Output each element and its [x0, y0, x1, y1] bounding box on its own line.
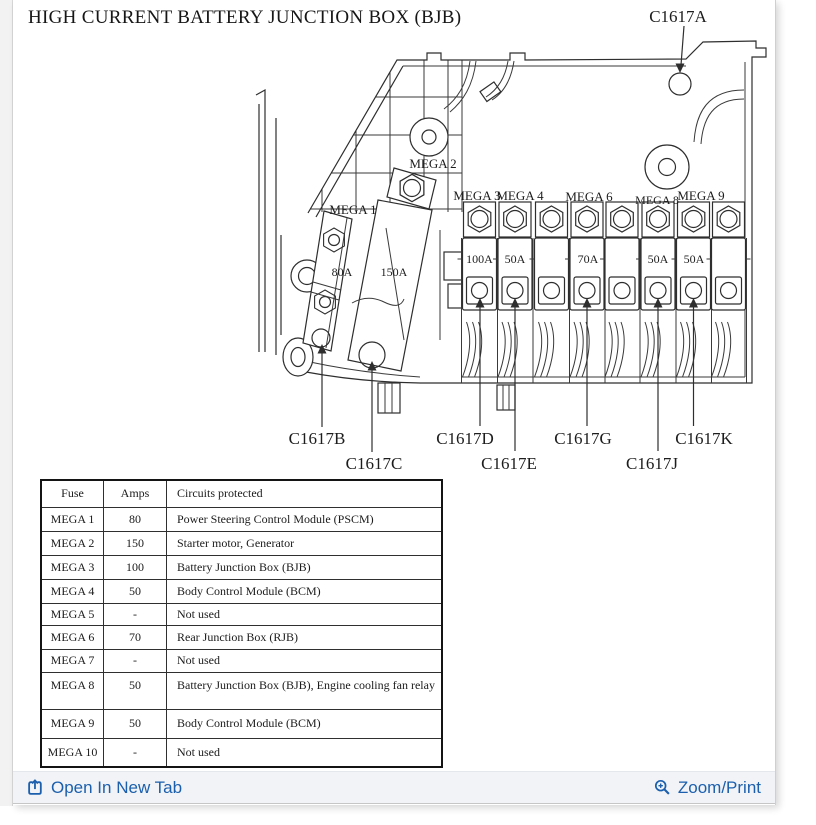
- cell-fuse: MEGA 2: [41, 531, 104, 555]
- label-mega-8: MEGA 8: [635, 193, 679, 207]
- cell-amps: 80: [104, 507, 167, 531]
- label-mega-9: MEGA 9: [677, 188, 725, 203]
- rating-mega-3: 100A: [466, 252, 493, 266]
- cell-fuse: MEGA 10: [41, 738, 104, 767]
- zoom-print-label: Zoom/Print: [677, 777, 761, 797]
- table-row: [41, 603, 442, 625]
- callout-C1617D: C1617D: [436, 429, 494, 448]
- table-row: [41, 709, 442, 738]
- cell-fuse: MEGA 3: [41, 555, 104, 579]
- cell-circuits: Battery Junction Box (BJB): [167, 555, 443, 579]
- cell-circuits: Power Steering Control Module (PSCM): [167, 507, 443, 531]
- label-mega-4: MEGA 4: [496, 188, 544, 203]
- header-amps: Amps: [104, 480, 167, 507]
- label-mega-2: MEGA 2: [409, 156, 457, 171]
- cell-fuse: MEGA 6: [41, 625, 104, 649]
- callout-C1617B: C1617B: [288, 429, 346, 448]
- bottom-left-inner: [310, 362, 420, 377]
- cell-circuits: Not used: [167, 738, 443, 767]
- cell-amps: 50: [104, 709, 167, 738]
- rating-mega-1: 80A: [331, 265, 353, 279]
- table-row: [41, 507, 442, 531]
- callout-C1617J: C1617J: [626, 454, 678, 473]
- cell-amps: -: [104, 738, 167, 767]
- callout-C1617K: C1617K: [675, 429, 733, 448]
- fuse-table: [40, 479, 443, 768]
- rating-mega-2: 150A: [380, 265, 408, 279]
- table-row: [41, 579, 442, 603]
- cell-circuits: Not used: [167, 603, 443, 625]
- open-in-new-tab-label: Open In New Tab: [51, 777, 183, 797]
- fuse-table-body: [41, 507, 442, 767]
- header-circuits: Circuits protected: [167, 480, 443, 507]
- cell-circuits: Body Control Module (BCM): [167, 579, 443, 603]
- callout-C1617A: C1617A: [649, 7, 707, 26]
- cell-amps: 100: [104, 555, 167, 579]
- cell-amps: -: [104, 603, 167, 625]
- rating-mega-4: 50A: [504, 252, 526, 266]
- table-row: [41, 649, 442, 672]
- open-in-new-tab-icon: [27, 779, 44, 796]
- open-in-new-tab-link[interactable]: [27, 778, 182, 798]
- cell-circuits: Not used: [167, 649, 443, 672]
- cable-routes: [444, 61, 744, 144]
- cell-fuse: MEGA 4: [41, 579, 104, 603]
- center-bracket: [440, 230, 464, 340]
- callout-C1617E: C1617E: [481, 454, 537, 473]
- cell-circuits: Battery Junction Box (BJB), Engine cooling fan relay: [167, 672, 443, 709]
- cell-fuse: MEGA 7: [41, 649, 104, 672]
- rating-mega-8: 50A: [647, 252, 669, 266]
- cell-fuse: MEGA 9: [41, 709, 104, 738]
- page-title: HIGH CURRENT BATTERY JUNCTION BOX (BJB): [28, 7, 462, 28]
- zoom-print-link[interactable]: [654, 778, 761, 798]
- label-mega-3: MEGA 3: [453, 188, 501, 203]
- fuse-column: [707, 202, 751, 383]
- header-fuse: Fuse: [41, 480, 104, 507]
- cell-fuse: MEGA 1: [41, 507, 104, 531]
- cell-fuse: MEGA 5: [41, 603, 104, 625]
- label-mega-1: MEGA 1: [329, 202, 377, 217]
- left-bracket: [256, 90, 281, 355]
- callout-C1617G: C1617G: [554, 429, 612, 448]
- table-header-row: [41, 480, 442, 507]
- table-row: [41, 555, 442, 579]
- rating-mega-9: 50A: [683, 252, 705, 266]
- mount-feet: [378, 383, 515, 413]
- cell-fuse: MEGA 8: [41, 672, 104, 709]
- callout-C1617C: C1617C: [345, 454, 403, 473]
- connector-C1617A-hole: [669, 73, 691, 95]
- cell-circuits: Rear Junction Box (RJB): [167, 625, 443, 649]
- fuse-bank: [458, 202, 751, 383]
- fuse-column: [530, 202, 574, 383]
- cell-amps: 70: [104, 625, 167, 649]
- viewer-footer: [13, 771, 775, 804]
- fuse-column: [600, 202, 644, 383]
- cell-circuits: Starter motor, Generator: [167, 531, 443, 555]
- cell-amps: 150: [104, 531, 167, 555]
- label-mega-6: MEGA 6: [565, 189, 613, 204]
- mega2-boss: [410, 118, 448, 156]
- table-row: [41, 672, 442, 709]
- bottom-left-edge: [306, 372, 420, 383]
- cell-amps: -: [104, 649, 167, 672]
- zoom-print-icon: [654, 779, 671, 796]
- table-row: [41, 531, 442, 555]
- cell-amps: 50: [104, 579, 167, 603]
- table-row: [41, 738, 442, 767]
- grommet-right: [645, 145, 689, 189]
- table-row: [41, 625, 442, 649]
- rating-mega-6: 70A: [577, 252, 599, 266]
- cell-amps: 50: [104, 672, 167, 709]
- cell-circuits: Body Control Module (BCM): [167, 709, 443, 738]
